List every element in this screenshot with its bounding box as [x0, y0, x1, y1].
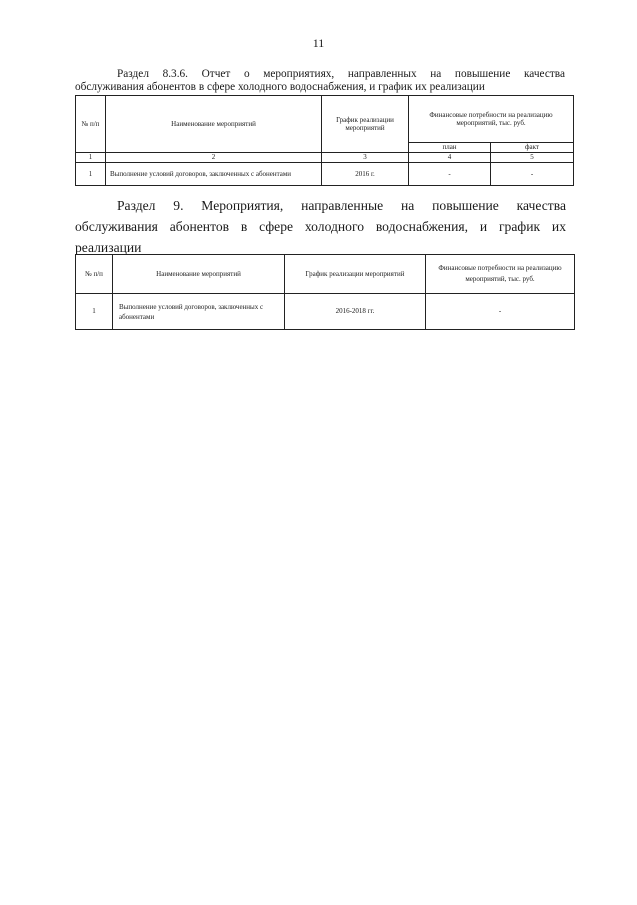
column-number: 4	[409, 153, 491, 163]
column-number: 5	[491, 153, 574, 163]
row-fact: -	[491, 163, 574, 186]
row-name: Выполнение условий договоров, заключенных с абонентами	[113, 294, 285, 330]
section-9-title	[75, 195, 566, 258]
row-num: 1	[76, 294, 113, 330]
section-8-3-6-table	[75, 95, 574, 186]
page-number: 11	[312, 36, 325, 50]
header-num: № п/п	[76, 255, 113, 294]
column-number: 2	[106, 153, 322, 163]
header-name: Наименование мероприятий	[106, 96, 322, 153]
table-row	[76, 163, 574, 186]
row-schedule: 2016 г.	[322, 163, 409, 186]
column-number: 1	[76, 153, 106, 163]
section-9-title-line-2: обслуживания абонентов в сфере холодного водоснабжения, и график их	[75, 219, 566, 234]
column-number: 3	[322, 153, 409, 163]
section-8-3-6-title-line-2: обслуживания абонентов в сфере холодного водоснабжения, и график их реализации	[75, 81, 485, 93]
header-finance: Финансовые потребности на реализацию мероприятий, тыс. руб.	[409, 96, 574, 143]
row-plan: -	[409, 163, 491, 186]
header-schedule: График реализации мероприятий	[322, 96, 409, 153]
header-finance: Финансовые потребности на реализацию мероприятий, тыс. руб.	[426, 255, 575, 294]
section-8-3-6-title	[75, 68, 565, 94]
header-name: Наименование мероприятий	[113, 255, 285, 294]
header-schedule: График реализации мероприятий	[285, 255, 426, 294]
section-9-table	[75, 254, 575, 330]
section-9-title-line-1: Раздел 9. Мероприятия, направленные на повышение качества	[117, 198, 566, 213]
row-name: Выполнение условий договоров, заключенных с абонентами	[106, 163, 322, 186]
section-8-3-6-title-line-1: Раздел 8.3.6. Отчет о мероприятиях, направленных на повышение качества	[117, 68, 565, 80]
header-plan: план	[409, 143, 491, 153]
header-num: № п/п	[76, 96, 106, 153]
section-9-title-line-3: реализации	[75, 240, 142, 255]
table-row	[76, 294, 575, 330]
header-fact: факт	[491, 143, 574, 153]
row-num: 1	[76, 163, 106, 186]
row-finance: -	[426, 294, 575, 330]
row-schedule: 2016-2018 гг.	[285, 294, 426, 330]
